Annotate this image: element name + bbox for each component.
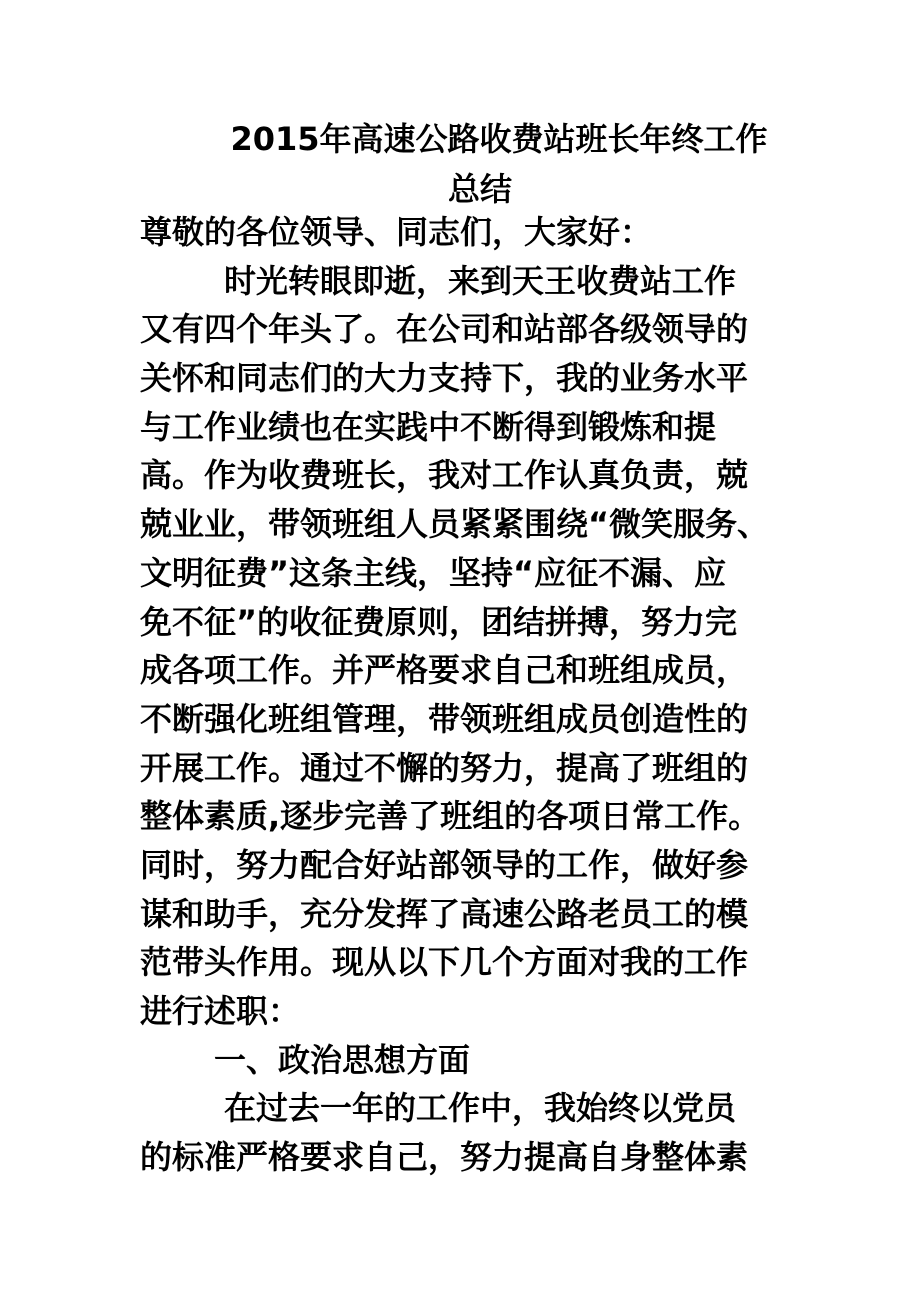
paragraph-line: 进行述职：: [140, 992, 301, 1030]
paragraph-line: 整体素质,逐步完善了班组的各项日常工作。: [140, 797, 761, 836]
paragraph-line: 时光转眼即逝，来到天王收费站工作: [224, 261, 737, 300]
document-body: [140, 208, 790, 1182]
title-line-1: 2015年高速公路收费站班长年终工作: [230, 120, 768, 158]
paragraph-line: 又有四个年头了。在公司和站部各级领导的: [140, 310, 749, 349]
paragraph-line: 高。作为收费班长，我对工作认真负责，兢: [140, 456, 749, 495]
paragraph-line: 同时，努力配合好站部领导的工作，做好参: [140, 845, 749, 884]
document-title: [140, 114, 820, 214]
paragraph-line: 关怀和同志们的大力支持下，我的业务水平: [140, 359, 749, 398]
title-line-2: 总结: [447, 170, 512, 208]
paragraph-line: 不断强化班组管理，带领班组成员创造性的: [140, 699, 749, 738]
paragraph-line: 开展工作。通过不懈的努力，提高了班组的: [140, 748, 749, 787]
paragraph-line: 范带头作用。现从以下几个方面对我的工作: [140, 943, 749, 982]
paragraph-line: 的标准严格要求自己，努力提高自身整体素: [140, 1138, 749, 1177]
paragraph-line: 谋和助手，充分发挥了高速公路老员工的模: [140, 894, 749, 933]
paragraph-line: 在过去一年的工作中，我始终以党员: [224, 1089, 737, 1128]
paragraph-line: 成各项工作。并严格要求自己和班组成员，: [140, 651, 749, 690]
paragraph-line: 文明征费”这条主线，坚持“应征不漏、应: [140, 553, 727, 592]
paragraph-line: 与工作业绩也在实践中不断得到锻炼和提: [140, 407, 717, 446]
paragraph-line: 兢业业，带领班组人员紧紧围绕“微笑服务、: [140, 505, 770, 544]
section-heading: 一、政治思想方面: [214, 1040, 471, 1079]
paragraph-line: 免不征”的收征费原则，团结拼搏，努力完: [140, 602, 738, 641]
salutation: 尊敬的各位领导、同志们，大家好：: [140, 213, 653, 251]
